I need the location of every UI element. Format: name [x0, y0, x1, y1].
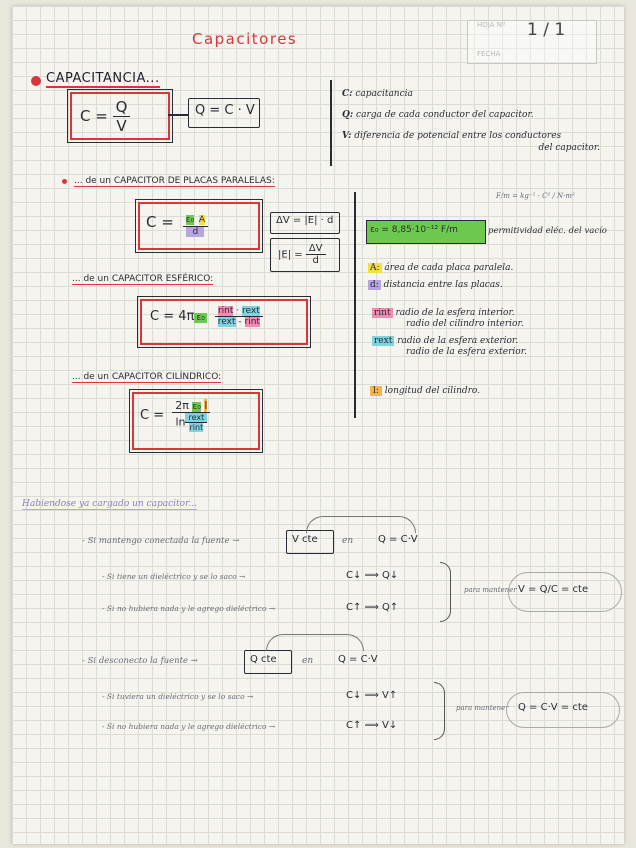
case2-box-text: Q cte: [250, 654, 277, 665]
case2-sub2-result: C↑ ⟹ V↓: [346, 720, 398, 731]
case2-keep-label: para mantener: [456, 704, 509, 712]
eps-value: ε₀ = 8,85·10⁻¹² F/m: [370, 225, 458, 235]
formula-placas: C = $\frac{\text{ε₀ A}}{d}$: [146, 208, 208, 237]
case2-sub1-result: C↓ ⟹ V↑: [346, 690, 398, 701]
heading-placas: ... de un CAPACITOR DE PLACAS PARALELAS:: [74, 176, 275, 186]
hoja-label: HOJA Nº: [477, 21, 506, 29]
page-number: 1 / 1: [527, 20, 566, 40]
cilindrico-defs: l: longitud del cilindro.: [370, 386, 480, 396]
case2-sub2: - Si no hubiera nada y le agrego dieléctrico →: [102, 722, 276, 731]
divider-line-2: [354, 192, 356, 418]
curve-arrow-icon: [306, 516, 416, 533]
formula-capacitancia: C = $\frac{Q}{V}$: [80, 98, 130, 135]
arrow-line: [168, 114, 188, 116]
units-note: F/m = kg⁻¹ · C² / N·m²: [496, 192, 575, 200]
formula-qcv: Q = C · V: [195, 103, 255, 118]
case1-en: en: [342, 536, 354, 546]
case2-en: en: [302, 656, 314, 666]
def-c: C: capacitancia: [342, 89, 413, 99]
heading-esferico: ... de un CAPACITOR ESFÉRICO:: [72, 274, 214, 284]
case2-keep-formula: Q = C·V = cte: [518, 702, 588, 713]
placas-defs: A: área de cada placa paralela. d: distancia entre las placas.: [370, 263, 514, 290]
eps-desc: permitividad eléc. del vacío: [488, 226, 607, 236]
relation-efield: |E| = $\frac{\Delta V}{d}$: [278, 243, 326, 266]
case1-intro: - Si mantengo conectada la fuente →: [82, 536, 240, 546]
heading-habiendo: Habiendose ya cargado un capacitor...: [22, 499, 197, 509]
def-v-cont: del capacitor.: [538, 143, 600, 153]
page-title: Capacitores: [192, 30, 298, 48]
case2-sub1: - Si tuviera un dieléctrico y se lo saco →: [102, 692, 254, 701]
case1-sub1-result: C↓ ⟹ Q↓: [346, 570, 399, 581]
esferico-defs: rint radio de la esfera interior. radio del cilindro interior. rext radio de la esfera exterior. radio de la esfera exterior.: [374, 308, 527, 357]
case1-sub1: - Si tiene un dieléctrico y se lo saco →: [102, 572, 246, 581]
small-bullet-icon: [62, 179, 67, 184]
case1-keep-formula: V = Q/C = cte: [518, 584, 589, 595]
brace-icon-2: [434, 682, 445, 740]
def-v: V: diferencia de potencial entre los conductores: [342, 131, 562, 141]
formula-cilindrico: C = 2π ε₀ l ln $\frac{\text{rext}}{\text{rint}}$: [140, 399, 210, 432]
definitions-list: [342, 84, 612, 154]
section-heading-capacitancia: CAPACITANCIA...: [46, 71, 160, 86]
heading-cilindrico: ... de un CAPACITOR CILÍNDRICO:: [72, 372, 222, 382]
section-bullet-icon: [31, 76, 41, 86]
relation-deltav: ΔV = |E| · d: [276, 215, 334, 226]
divider-line: [330, 80, 332, 166]
def-q: Q: carga de cada conductor del capacitor.: [342, 110, 534, 120]
curve-arrow-icon-2: [266, 634, 364, 651]
case1-box-text: V cte: [292, 534, 318, 545]
case1-keep-label: para mantener: [464, 586, 517, 594]
case1-formula: Q = C·V: [378, 534, 418, 545]
case1-sub2: - Si no hubiera nada y le agrego dieléctrico →: [102, 604, 276, 613]
case1-sub2-result: C↑ ⟹ Q↑: [346, 602, 399, 613]
formula-esferico: C = 4π ε₀ $\frac{\text{rint · rext}}{\text{rext - rint}}$: [150, 306, 263, 327]
brace-icon: [440, 562, 451, 622]
fecha-label: FECHA: [477, 50, 501, 58]
case2-formula: Q = C·V: [338, 654, 378, 665]
notebook-page: [12, 6, 624, 844]
case2-intro: - Si desconecto la fuente →: [82, 656, 198, 666]
